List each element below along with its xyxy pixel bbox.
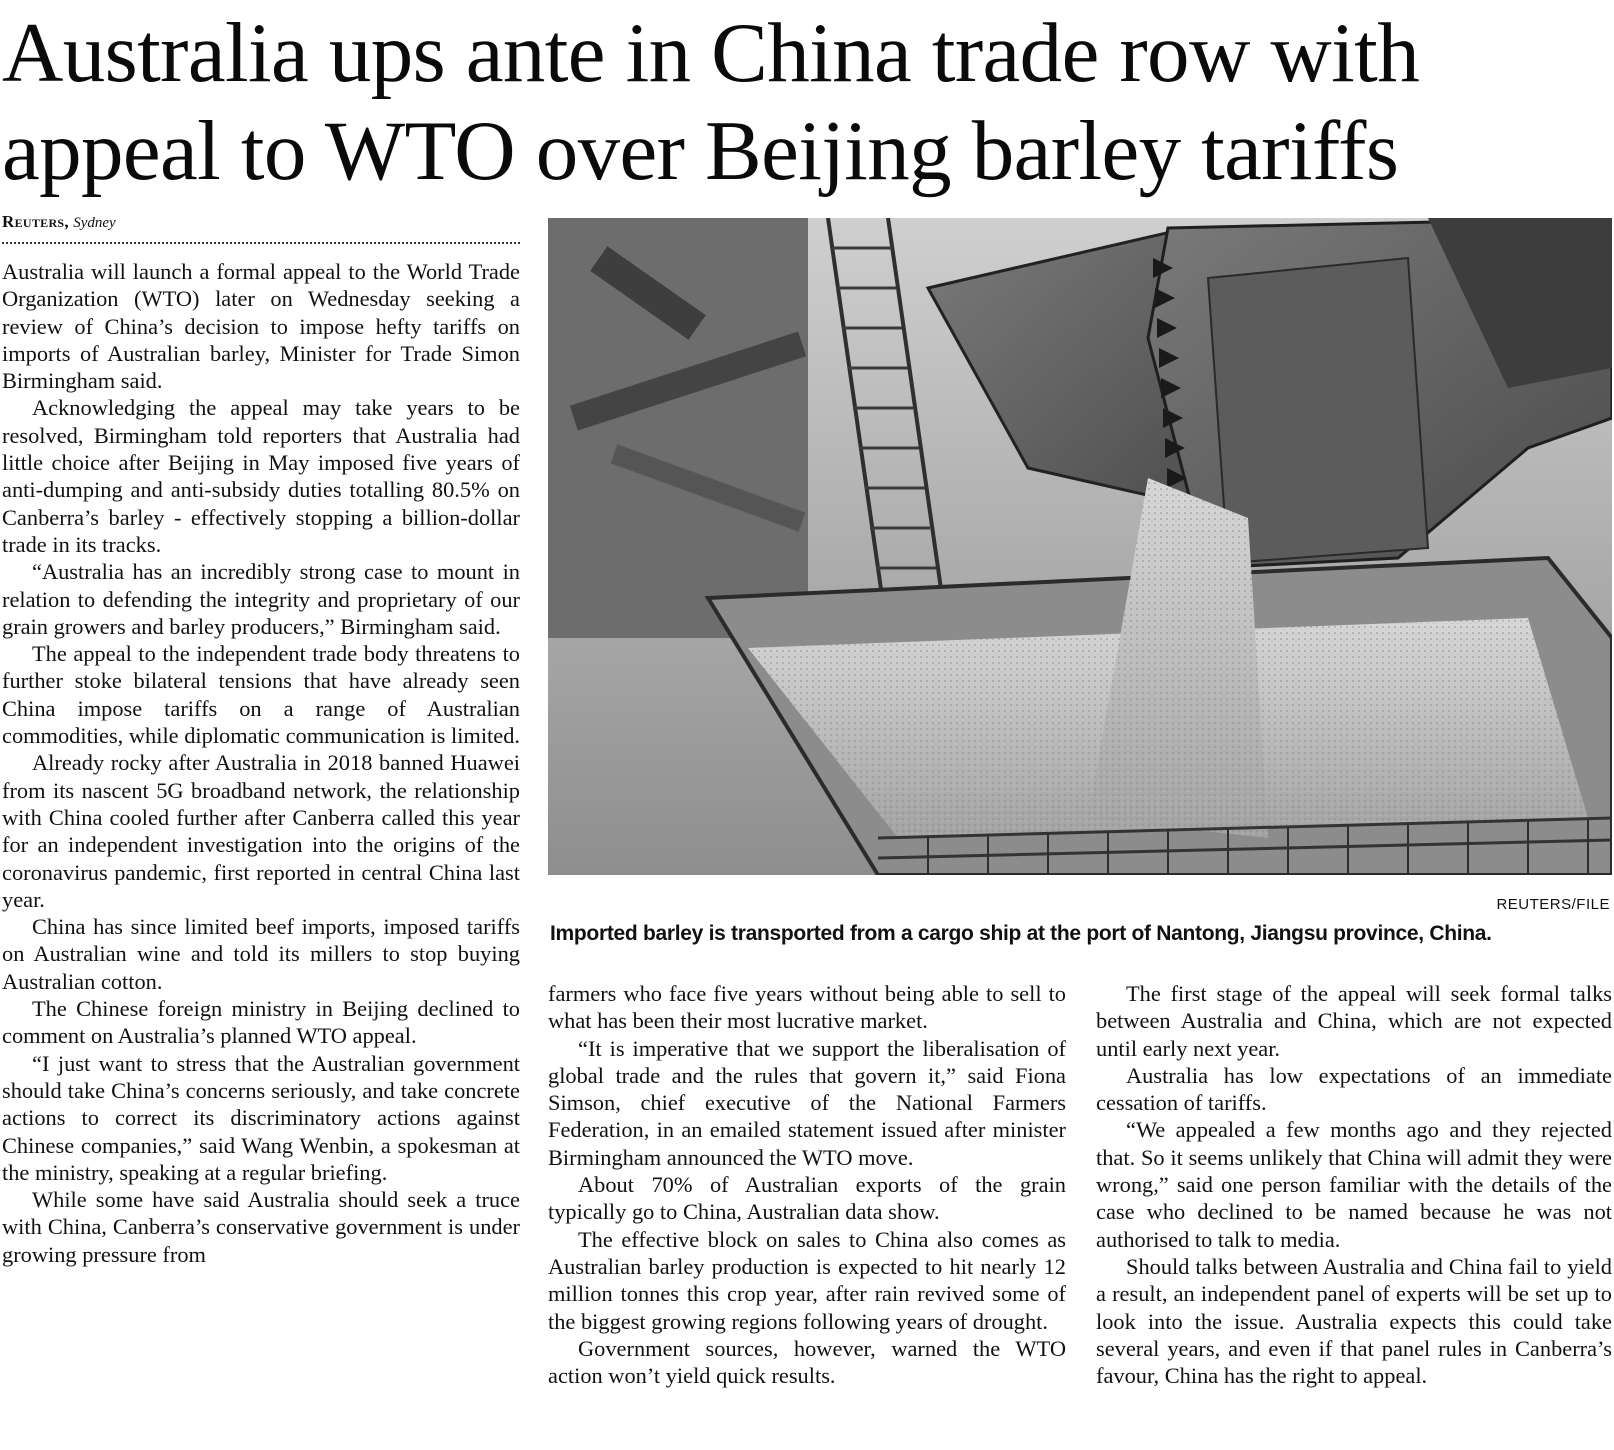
paragraph: China has since limited beef imports, imposed tariffs on Australian wine and told its millers to stop buying Australian cotton. — [2, 914, 520, 994]
barley-hopper-illustration — [548, 218, 1612, 875]
paragraph: About 70% of Australian exports of the grain typically go to China, Australian data show. — [548, 1172, 1066, 1225]
paragraph: The first stage of the appeal will seek formal talks between Australia and China, which are not expected until early next year. — [1096, 981, 1612, 1061]
paragraph: While some have said Australia should seek a truce with China, Canberra’s conservative government is under growing pressure from — [2, 1187, 520, 1267]
photo-caption: Imported barley is transported from a cargo ship at the port of Nantong, Jiangsu province, China. — [550, 922, 1492, 945]
paragraph: The Chinese foreign ministry in Beijing declined to comment on Australia’s planned WTO appeal. — [2, 996, 520, 1049]
photo-credit: REUTERS/FILE — [1496, 896, 1610, 913]
headline-line-1: Australia ups ante in China trade row with — [2, 6, 1420, 100]
byline-agency: Reuters, — [2, 212, 69, 231]
paragraph: The effective block on sales to China also comes as Australian barley production is expected to hit nearly 12 million tonnes this crop year, after rain revived some of the biggest growing regions following years of drought. — [548, 1226, 1066, 1334]
paragraph: “We appealed a few months ago and they rejected that. So it seems unlikely that China will admit they were wrong,” said one person familiar with the details of the case who declined to be named because he was not authorised to talk to media. — [1096, 1117, 1612, 1252]
article-column-1 — [2, 258, 520, 1268]
paragraph: Government sources, however, warned the WTO action won’t yield quick results. — [548, 1335, 1066, 1389]
byline-divider — [2, 242, 520, 244]
paragraph: The appeal to the independent trade body threatens to further stoke bilateral tensions that have already seen China impose tariffs on a range of Australian commodities, while diplomatic communication is limited. — [2, 641, 521, 749]
paragraph: Should talks between Australia and China fail to yield a result, an independent panel of experts will be set up to look into the issue. Australia expects this could take several years, and even if that panel rules in Canberra’s favour, China has the right to appeal. — [1096, 1253, 1612, 1389]
byline — [2, 212, 522, 232]
article-column-3 — [1096, 980, 1612, 1389]
paragraph: Acknowledging the appeal may take years to be resolved, Birmingham told reporters that Australia had little choice after Beijing in May imposed five years of anti-dumping and anti-subsidy duties totalling 80.5% on Canberra’s barley - effectively stopping a billion-dollar trade in its tracks. — [2, 395, 520, 557]
paragraph: Already rocky after Australia in 2018 banned Huawei from its nascent 5G broadband network, the relationship with China cooled further after Canberra called this year for an independent investigation into the origins of the coronavirus pandemic, first reported in central China last year. — [2, 750, 520, 912]
paragraph: farmers who face five years without being able to sell to what has been their most lucrative market. — [548, 981, 1066, 1034]
paragraph: Australia will launch a formal appeal to the World Trade Organization (WTO) later on Wednesday seeking a review of China’s decision to impose hefty tariffs on imports of Australian barley, Minister for Trade Simon Birmingham said. — [2, 259, 520, 394]
news-photo — [548, 218, 1612, 875]
headline — [2, 4, 1610, 200]
article-column-2 — [548, 980, 1066, 1389]
paragraph: Australia has low expectations of an immediate cessation of tariffs. — [1096, 1062, 1612, 1116]
byline-city: Sydney — [73, 215, 116, 231]
paragraph: “Australia has an incredibly strong case to mount in relation to defending the integrity and proprietary of our grain growers and barley producers,” Birmingham said. — [2, 559, 520, 639]
headline-line-2: appeal to WTO over Beijing barley tariffs — [2, 104, 1399, 198]
paragraph: “I just want to stress that the Australian government should take China’s concerns seriously, and take concrete actions to correct its discriminatory actions against Chinese companies,” said Wang Wenbin, a spokesman at the ministry, speaking at a regular briefing. — [2, 1050, 520, 1185]
paragraph: “It is imperative that we support the liberalisation of global trade and the rules that govern it,” said Fiona Simson, chief executive of the National Farmers Federation, in an emailed statement issued after minister Birmingham announced the WTO move. — [548, 1035, 1066, 1170]
